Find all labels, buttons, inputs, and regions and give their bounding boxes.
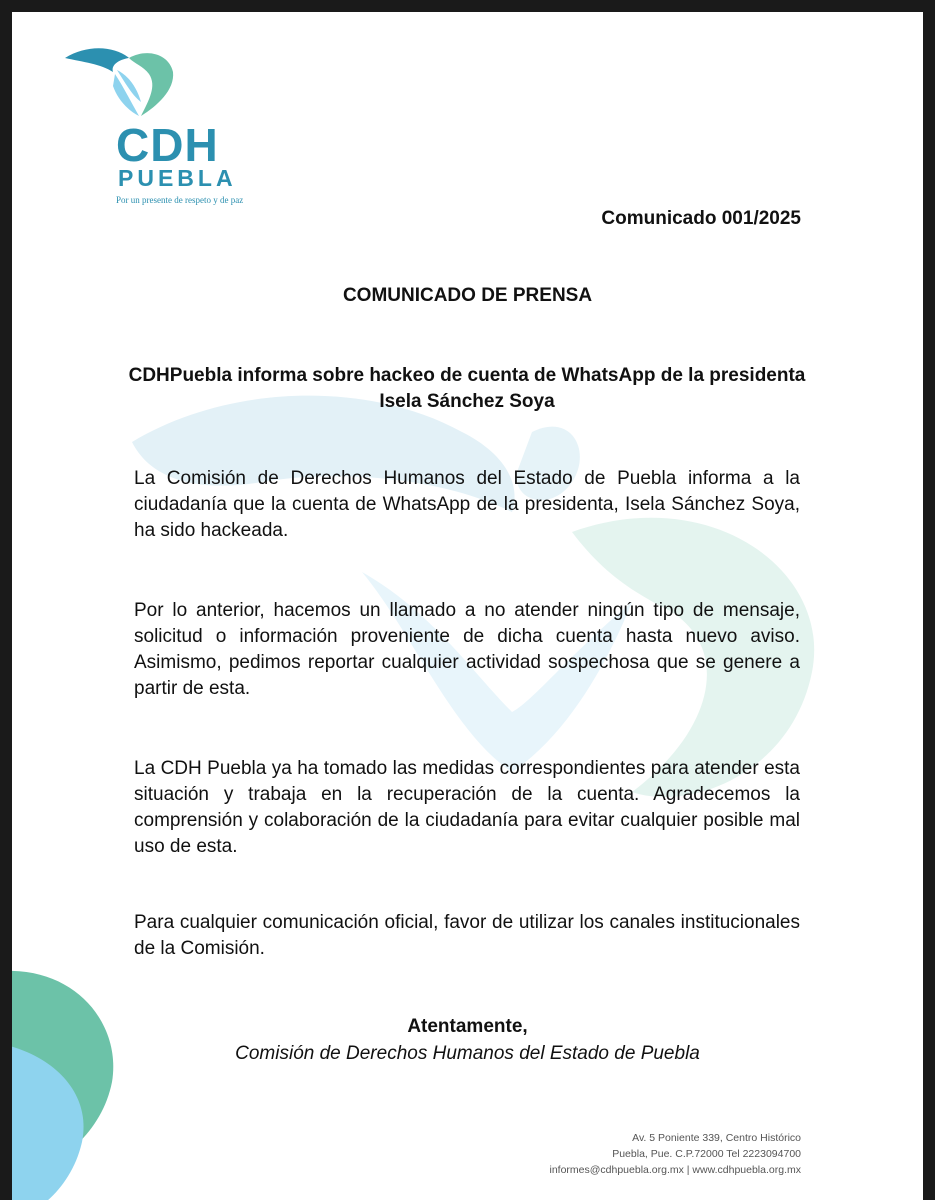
footer-city-phone: Puebla, Pue. C.P.72000 Tel 2223094700	[612, 1148, 801, 1160]
cdh-logo	[52, 40, 244, 210]
logo-subname: PUEBLA	[118, 165, 237, 191]
paragraph-1: La Comisión de Derechos Humanos del Estado de Puebla informa a la ciudadanía que la cuenta de WhatsApp de la presidenta, Isela Sánchez Soya, ha sido hackeada.	[134, 468, 800, 541]
paragraph-3: La CDH Puebla ya ha tomado las medidas correspondientes para atender esta situación y trabaja en la recuperación de la cuenta. Agradecemos la comprensión y colaboración de la ciudadanía para evitar cualquier posible mal uso de esta.	[134, 758, 800, 857]
logo-tagline: Por un presente de respeto y de paz	[116, 195, 244, 205]
footer-contact	[549, 1130, 801, 1178]
document-subtitle: CDHPuebla informa sobre hackeo de cuenta de WhatsApp de la presidenta Isela Sánchez Soya	[128, 365, 806, 412]
signature-text: Comisión de Derechos Humanos del Estado de Puebla	[235, 1043, 700, 1064]
paragraph-2: Por lo anterior, hacemos un llamado a no atender ningún tipo de mensaje, solicitud o información proveniente de dicha cuenta hasta nuevo aviso. Asimismo, pedimos reportar cualquier actividad sospechosa que se genere a partir de esta.	[134, 600, 800, 699]
closing-text: Atentamente,	[407, 1016, 528, 1037]
logo-wordmark: CDH	[116, 119, 219, 171]
document-heading: COMUNICADO DE PRENSA	[342, 285, 593, 306]
dove-heart-icon	[57, 40, 187, 120]
footer-address: Av. 5 Poniente 339, Centro Histórico	[632, 1132, 801, 1144]
paragraph-4: Para cualquier comunicación oficial, favor de utilizar los canales institucionales de la Comisión.	[134, 912, 800, 959]
communique-number: Comunicado 001/2025	[601, 208, 801, 229]
footer-email-web: informes@cdhpuebla.org.mx | www.cdhpuebla.org.mx	[549, 1164, 801, 1176]
document-page	[12, 12, 923, 1200]
